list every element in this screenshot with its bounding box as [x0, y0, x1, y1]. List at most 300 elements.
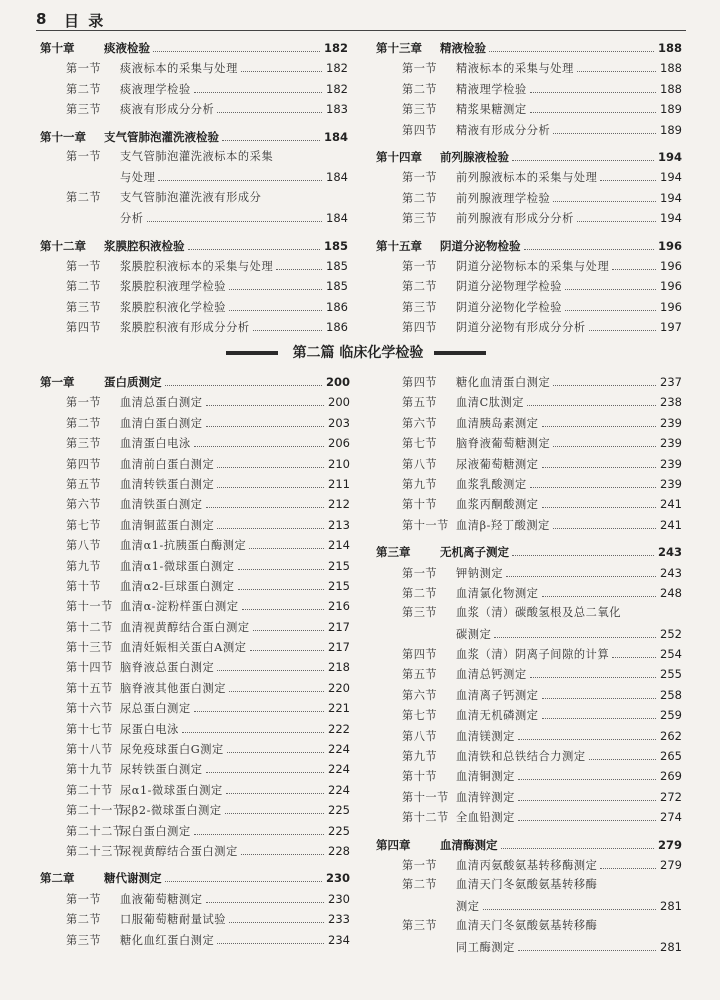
toc-entry-continuation: [376, 896, 682, 916]
entry-number: 第十五节: [66, 681, 113, 695]
dot-leader: [600, 868, 656, 869]
toc-section-entry: [376, 766, 682, 786]
toc-section-entry: [376, 807, 682, 827]
entry-page-number: 186: [326, 299, 348, 314]
dot-leader: [242, 609, 324, 610]
dot-leader: [530, 92, 656, 93]
entry-number: 第四节: [66, 321, 102, 335]
toc-spacer: [40, 120, 348, 127]
dot-leader: [165, 881, 322, 882]
entry-title: 支气管肺泡灌洗液有形成分: [120, 190, 262, 204]
entry-page-number: 224: [328, 782, 350, 797]
entry-title: 脑脊液总蛋白测定: [120, 661, 215, 675]
entry-title: 浆膜腔积液理学检验: [120, 280, 227, 294]
entry-number: 第四节: [402, 648, 438, 662]
dot-leader: [553, 201, 656, 202]
entry-title: 糖代谢测定: [104, 871, 162, 886]
entry-title: 血液葡萄糖测定: [120, 892, 203, 906]
toc-section-entry: [40, 297, 348, 317]
entry-title: 血清胰岛素测定: [456, 416, 539, 430]
toc-section-entry: [376, 583, 682, 603]
dot-leader: [512, 160, 654, 161]
entry-page-number: 239: [660, 415, 682, 430]
toc-section-entry: [40, 576, 350, 596]
toc-section-entry: [40, 698, 350, 718]
dot-leader: [512, 555, 654, 556]
entry-title: 痰液有形成分分析: [120, 103, 215, 117]
dot-leader: [217, 528, 324, 529]
entry-page-number: 217: [328, 640, 350, 655]
entry-page-number: 234: [328, 932, 350, 947]
dot-leader: [542, 718, 657, 719]
dot-leader: [542, 698, 657, 699]
entry-number: 第八节: [402, 729, 438, 743]
toc-entry-continuation: [40, 167, 348, 187]
entry-number: 第一节: [66, 149, 102, 163]
entry-number: 第九节: [66, 559, 102, 573]
entry-number: 第十一节: [402, 790, 449, 804]
entry-number: 第二节: [66, 82, 102, 96]
dot-leader: [589, 330, 656, 331]
entry-title: 浆膜腔积液有形成分分析: [120, 321, 250, 335]
entry-page-number: 272: [660, 789, 682, 804]
toc-chapter-entry: [376, 38, 682, 58]
dot-leader: [553, 385, 656, 386]
toc-section-entry: [40, 719, 350, 739]
dot-leader: [182, 732, 324, 733]
entry-number: 第九节: [402, 750, 438, 764]
toc-section-entry: [40, 909, 350, 929]
toc-section-entry: [376, 644, 682, 664]
toc-column-bottom-left: [40, 372, 350, 950]
entry-title: 血清铜测定: [456, 770, 515, 784]
toc-section-entry: [40, 147, 348, 167]
entry-number: 第二章: [40, 871, 75, 886]
entry-number: 第六节: [66, 498, 102, 512]
entry-page-number: 224: [328, 742, 350, 757]
entry-title: 血清转铁蛋白测定: [120, 477, 215, 491]
entry-title: 痰液理学检验: [120, 82, 191, 96]
entry-page-number: 239: [660, 436, 682, 451]
entry-number: 第十一节: [402, 518, 449, 532]
entry-number: 第一节: [402, 62, 438, 76]
toc-column-top-left: [40, 38, 348, 337]
entry-page-number: 206: [328, 436, 350, 451]
toc-section-entry: [40, 596, 350, 616]
entry-page-number: 217: [328, 619, 350, 634]
toc-chapter-entry: [376, 542, 682, 562]
entry-title: 支气管肺泡灌洗液检验: [104, 129, 219, 144]
dot-leader: [565, 310, 656, 311]
entry-number: 第三节: [402, 606, 438, 620]
entry-page-number: 184: [323, 129, 348, 144]
entry-title: 尿免疫球蛋白G测定: [120, 743, 224, 757]
dot-leader: [589, 759, 656, 760]
toc-chapter-entry: [40, 372, 350, 392]
entry-number: 第十六节: [66, 702, 113, 716]
entry-number: 第九节: [402, 477, 438, 491]
entry-page-number: 265: [660, 749, 682, 764]
toc-chapter-entry: [376, 147, 682, 167]
toc-section-entry: [376, 99, 682, 119]
entry-title: 尿转铁蛋白测定: [120, 763, 203, 777]
entry-title: 血清镁测定: [456, 729, 515, 743]
entry-page-number: 182: [326, 81, 348, 96]
dot-leader: [530, 487, 656, 488]
entry-page-number: 241: [660, 517, 682, 532]
toc-section-entry: [40, 637, 350, 657]
toc-chapter-entry: [376, 236, 682, 256]
toc-column-top-right: [376, 38, 682, 337]
entry-number: 第十七节: [66, 722, 113, 736]
entry-title: 精液理学检验: [456, 82, 527, 96]
entry-number: 第一节: [402, 858, 438, 872]
dot-leader: [229, 310, 322, 311]
entry-page-number: 214: [328, 538, 350, 553]
entry-page-number: 200: [328, 395, 350, 410]
toc-section-entry: [376, 256, 682, 276]
entry-number: 第一节: [402, 259, 438, 273]
entry-number: 第十四章: [376, 149, 422, 164]
dot-leader: [483, 909, 656, 910]
dot-leader: [206, 507, 325, 508]
entry-title: 血清氯化物测定: [456, 586, 539, 600]
entry-number: 第五节: [402, 668, 438, 682]
dot-leader: [527, 405, 656, 406]
entry-title: 尿总蛋白测定: [120, 702, 191, 716]
dot-leader: [194, 446, 324, 447]
toc-section-entry: [40, 556, 350, 576]
dot-leader: [530, 112, 656, 113]
entry-page-number: 210: [328, 456, 350, 471]
entry-page-number: 238: [660, 395, 682, 410]
entry-page-number: 194: [657, 149, 682, 164]
entry-title: 阴道分泌物检验: [440, 238, 521, 253]
entry-title: 精液有形成分分析: [456, 123, 551, 137]
dot-leader: [518, 800, 656, 801]
dot-leader: [489, 51, 654, 52]
entry-number: 第三节: [66, 103, 102, 117]
entry-title: 阴道分泌物有形成分分析: [456, 321, 586, 335]
entry-page-number: 243: [657, 545, 682, 560]
entry-number: 第六节: [402, 688, 438, 702]
entry-title: 精液标本的采集与处理: [456, 62, 574, 76]
entry-page-number: 281: [660, 939, 682, 954]
toc-section-entry: [40, 413, 350, 433]
entry-title: 血清α2-巨球蛋白测定: [120, 579, 235, 593]
dot-leader: [238, 589, 324, 590]
entry-number: 第十二章: [40, 238, 86, 253]
entry-title: 血清α1-抗胰蛋白酶测定: [120, 539, 247, 553]
entry-title: 全血铅测定: [456, 811, 515, 825]
entry-page-number: 185: [326, 258, 348, 273]
toc-section-entry: [40, 494, 350, 514]
toc-section-entry: [376, 372, 682, 392]
toc-section-entry: [40, 759, 350, 779]
entry-page-number: 230: [328, 891, 350, 906]
entry-page-number: 188: [657, 41, 682, 55]
entry-page-number: 233: [328, 912, 350, 927]
entry-title: 血清铁蛋白测定: [120, 498, 203, 512]
dot-leader: [194, 834, 324, 835]
entry-number: 第二十节: [66, 783, 113, 797]
dot-leader: [542, 507, 657, 508]
entry-title: 钾钠测定: [456, 566, 504, 580]
entry-page-number: 196: [660, 279, 682, 294]
toc-section-entry: [40, 800, 350, 820]
dot-leader: [241, 854, 324, 855]
entry-title: 糖化血红蛋白测定: [120, 933, 215, 947]
entry-title: 血清α-淀粉样蛋白测定: [120, 600, 239, 614]
entry-number: 第二节: [402, 280, 438, 294]
toc-section-entry: [40, 392, 350, 412]
dot-leader: [153, 51, 320, 52]
entry-title: 血浆（清）碳酸氢根及总二氧化: [456, 606, 622, 620]
entry-number: 第二十一节: [66, 804, 125, 818]
toc-section-entry: [40, 79, 348, 99]
toc-spacer: [376, 535, 682, 542]
entry-number: 第十节: [66, 579, 102, 593]
dot-leader: [227, 752, 324, 753]
toc-section-entry: [376, 855, 682, 875]
entry-title: 精浆果糖测定: [456, 103, 527, 117]
entry-title: 痰液标本的采集与处理: [120, 62, 238, 76]
toc-section-entry: [40, 515, 350, 535]
entry-page-number: 258: [660, 687, 682, 702]
entry-title: 尿蛋白电泳: [120, 722, 179, 736]
entry-number: 第四节: [402, 123, 438, 137]
dot-leader: [217, 112, 322, 113]
toc-section-entry: [376, 392, 682, 412]
entry-number: 第二节: [402, 586, 438, 600]
entry-number: 第三章: [376, 545, 411, 560]
entry-title: 蛋白质测定: [104, 375, 162, 389]
toc-section-entry: [376, 474, 682, 494]
toc-section-entry: [376, 664, 682, 684]
dot-leader: [276, 269, 322, 270]
entry-number: 第一节: [66, 396, 102, 410]
entry-number: 第三节: [66, 300, 102, 314]
entry-number: 第二十三节: [66, 844, 125, 858]
toc-section-entry: [40, 780, 350, 800]
toc-spacer: [376, 229, 682, 236]
entry-title: 血清铜蓝蛋白测定: [120, 518, 215, 532]
entry-page-number: 281: [660, 898, 682, 913]
entry-title: 血浆乳酸测定: [456, 477, 527, 491]
entry-number: 第六节: [402, 416, 438, 430]
entry-page-number: 279: [660, 857, 682, 872]
toc-section-entry: [40, 474, 350, 494]
toc-section-entry: [376, 685, 682, 705]
dot-leader: [222, 140, 320, 141]
entry-title: 血清总蛋白测定: [120, 396, 203, 410]
dot-leader: [542, 467, 657, 468]
entry-title: 尿视黄醇结合蛋白测定: [120, 844, 238, 858]
entry-page-number: 185: [323, 238, 348, 253]
entry-number: 第十节: [402, 770, 438, 784]
entry-page-number: 228: [328, 843, 350, 858]
dot-leader: [226, 793, 324, 794]
entry-page-number: 248: [660, 585, 682, 600]
entry-page-number: 186: [326, 320, 348, 335]
entry-page-number: 200: [325, 375, 350, 389]
entry-title: 尿液葡萄糖测定: [456, 457, 539, 471]
page-number: 8: [36, 10, 47, 28]
entry-title: 阴道分泌物理学检验: [456, 280, 563, 294]
entry-page-number: 203: [328, 415, 350, 430]
dot-leader: [206, 902, 325, 903]
entry-title: 血清锌测定: [456, 790, 515, 804]
entry-number: 第十二节: [66, 620, 113, 634]
entry-number: 第二节: [66, 416, 102, 430]
dot-leader: [518, 820, 656, 821]
entry-number: 第一节: [402, 566, 438, 580]
toc-section-entry: [40, 821, 350, 841]
entry-page-number: 220: [328, 680, 350, 695]
entry-title: 血清丙氨酸氨基转移酶测定: [456, 858, 598, 872]
toc-section-entry: [376, 603, 682, 623]
toc-section-entry: [40, 678, 350, 698]
entry-number: 第十三章: [376, 41, 422, 55]
toc-chapter-entry: [40, 236, 348, 256]
entry-page-number: 224: [328, 762, 350, 777]
entry-number: 第三节: [402, 919, 438, 933]
toc-section-entry: [376, 167, 682, 187]
entry-page-number: 255: [660, 667, 682, 682]
entry-page-number: 225: [328, 823, 350, 838]
dot-leader: [506, 576, 656, 577]
entry-page-number: 189: [660, 102, 682, 117]
entry-number: 第十九节: [66, 763, 113, 777]
entry-number: 第十一章: [40, 129, 86, 144]
toc-chapter-entry: [376, 835, 682, 855]
dot-leader: [565, 289, 656, 290]
entry-page-number: 185: [326, 279, 348, 294]
entry-number: 第十节: [402, 498, 438, 512]
toc-section-entry: [376, 317, 682, 337]
dot-leader: [217, 670, 324, 671]
entry-number: 第三节: [402, 212, 438, 226]
dot-leader: [518, 950, 656, 951]
toc-chapter-entry: [40, 38, 348, 58]
entry-number: 第十五章: [376, 238, 422, 253]
entry-title: 血浆（清）阴离子间隙的计算: [456, 648, 610, 662]
entry-number: 第五节: [66, 477, 102, 491]
entry-page-number: 184: [326, 211, 348, 226]
entry-title: 血清β-羟丁酸测定: [456, 518, 550, 532]
entry-page-number: 189: [660, 122, 682, 137]
dot-leader: [577, 71, 656, 72]
entry-page-number: 252: [660, 626, 682, 641]
entry-number: 第二节: [66, 280, 102, 294]
entry-number: 第三节: [66, 933, 102, 947]
dot-leader: [524, 249, 654, 250]
dot-leader: [165, 385, 322, 386]
entry-page-number: 213: [328, 517, 350, 532]
entry-page-number: 237: [660, 375, 682, 389]
toc-section-entry: [40, 99, 348, 119]
toc-entry-continuation: [40, 208, 348, 228]
entry-number: 第二节: [402, 878, 438, 892]
toc-section-entry: [376, 787, 682, 807]
dot-leader: [612, 269, 656, 270]
entry-number: 第二节: [402, 191, 438, 205]
entry-number: 第七节: [402, 709, 438, 723]
dot-leader: [206, 405, 325, 406]
toc-section-entry: [40, 657, 350, 677]
toc-spacer: [376, 828, 682, 835]
entry-number: 第十四节: [66, 661, 113, 675]
part-heading-rule-left: [226, 351, 278, 355]
toc-section-entry: [376, 79, 682, 99]
entry-page-number: 183: [326, 102, 348, 117]
toc-column-bottom-right: [376, 372, 682, 957]
entry-title: 血清C肽测定: [456, 396, 525, 410]
entry-title: 与处理: [120, 171, 156, 185]
entry-title: 血清天门冬氨酸氨基转移酶: [456, 919, 598, 933]
entry-page-number: 274: [660, 810, 682, 825]
part-heading: [36, 341, 686, 365]
dot-leader: [553, 528, 656, 529]
dot-leader: [206, 772, 325, 773]
entry-title: 无机离子测定: [440, 545, 509, 560]
dot-leader: [250, 650, 324, 651]
toc-section-entry: [40, 739, 350, 759]
entry-title: 同工酶测定: [456, 940, 515, 954]
dot-leader: [238, 569, 324, 570]
toc-spacer: [376, 140, 682, 147]
entry-page-number: 225: [328, 803, 350, 818]
toc-section-entry: [376, 746, 682, 766]
entry-number: 第八节: [402, 457, 438, 471]
entry-number: 第十三节: [66, 641, 113, 655]
entry-number: 第一节: [66, 892, 102, 906]
entry-page-number: 194: [660, 190, 682, 205]
toc-section-entry: [376, 58, 682, 78]
entry-page-number: 184: [326, 170, 348, 185]
entry-number: 第十八节: [66, 743, 113, 757]
running-title: 目 录: [64, 12, 106, 30]
entry-page-number: 269: [660, 769, 682, 784]
entry-page-number: 188: [660, 61, 682, 76]
dot-leader: [577, 221, 656, 222]
entry-title: 浆膜腔积液标本的采集与处理: [120, 259, 274, 273]
entry-page-number: 196: [660, 258, 682, 273]
dot-leader: [518, 779, 656, 780]
toc-section-entry: [376, 276, 682, 296]
toc-spacer: [40, 229, 348, 236]
toc-section-entry: [40, 433, 350, 453]
entry-title: 血清α1-微球蛋白测定: [120, 559, 235, 573]
entry-page-number: 239: [660, 456, 682, 471]
toc-section-entry: [376, 515, 682, 535]
entry-title: 浆膜腔积液检验: [104, 238, 185, 253]
toc-section-entry: [376, 726, 682, 746]
entry-number: 第三节: [402, 103, 438, 117]
entry-number: 第十章: [40, 41, 75, 55]
entry-page-number: 196: [657, 238, 682, 253]
entry-page-number: 279: [657, 837, 682, 852]
running-header: [36, 8, 686, 31]
entry-title: 脑脊液其他蛋白测定: [120, 681, 227, 695]
entry-number: 第三节: [402, 300, 438, 314]
dot-leader: [225, 813, 324, 814]
dot-leader: [600, 180, 656, 181]
entry-title: 尿α1-微球蛋白测定: [120, 783, 223, 797]
entry-page-number: 194: [660, 170, 682, 185]
toc-chapter-entry: [40, 868, 350, 888]
entry-page-number: 182: [323, 41, 348, 55]
